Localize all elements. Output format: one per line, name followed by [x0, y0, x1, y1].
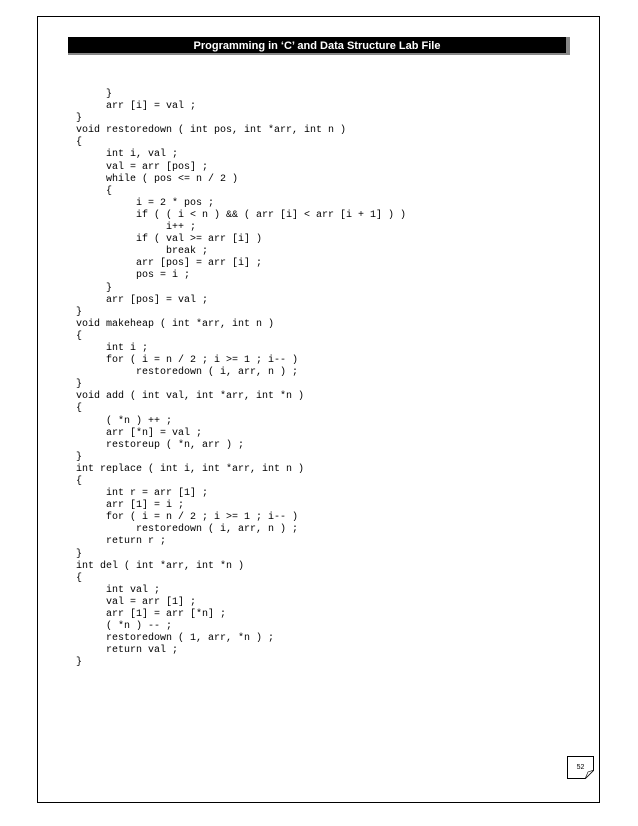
code-line: arr [i] = val ; [76, 101, 197, 113]
code-line: { [76, 137, 83, 149]
code-line: } [76, 379, 83, 391]
code-line: i++ ; [76, 222, 197, 234]
code-line: int del ( int *arr, int *n ) [76, 560, 245, 572]
page-number-box [567, 756, 594, 779]
code-line: arr [1] = arr [*n] ; [76, 609, 227, 621]
code-line: return val ; [76, 645, 179, 657]
code-line: void add ( int val, int *arr, int *n ) [76, 391, 305, 403]
code-line: if ( val >= arr [i] ) [76, 234, 263, 246]
code-line: { [76, 476, 83, 487]
code-line: restoredown ( 1, arr, *n ) ; [76, 633, 275, 645]
code-line: } [76, 451, 83, 463]
code-line: } [76, 89, 113, 100]
code-line: break ; [76, 246, 209, 258]
code-line: { [76, 403, 83, 415]
code-line: int r = arr [1] ; [76, 488, 209, 500]
code-line: return r ; [76, 536, 167, 548]
code-line: } [76, 548, 83, 560]
code-line: } [76, 113, 83, 125]
code-line: restoreup ( *n, arr ) ; [76, 439, 245, 451]
code-line: { [76, 572, 83, 584]
page-number: 52 [576, 764, 585, 771]
code-line: int val ; [76, 584, 161, 596]
code-line: void makeheap ( int *arr, int n ) [76, 318, 275, 330]
code-line: arr [*n] = val ; [76, 427, 203, 439]
code-line: } [76, 282, 113, 294]
code-line: arr [1] = i ; [76, 500, 185, 512]
code-line: i = 2 * pos ; [76, 197, 215, 209]
code-listing [76, 89, 406, 670]
code-line: for ( i = n / 2 ; i >= 1 ; i-- ) [76, 355, 299, 367]
code-line: ( *n ) ++ ; [76, 415, 173, 427]
code-line: val = arr [pos] ; [76, 161, 209, 173]
code-line: { [76, 185, 113, 197]
code-line: arr [pos] = arr [i] ; [76, 258, 263, 270]
code-line: ( *n ) -- ; [76, 621, 173, 633]
code-line: void restoredown ( int pos, int *arr, int n ) [76, 125, 347, 137]
code-line: while ( pos <= n / 2 ) [76, 173, 239, 185]
code-line: for ( i = n / 2 ; i >= 1 ; i-- ) [76, 512, 299, 524]
code-line: restoredown ( i, arr, n ) ; [76, 524, 299, 536]
code-line: } [76, 306, 83, 318]
code-line: int replace ( int i, int *arr, int n ) [76, 463, 305, 475]
page-curl-icon [585, 770, 594, 779]
code-line: if ( ( i < n ) && ( arr [i] < arr [i + 1] ) ) [76, 209, 407, 221]
code-line: int i, val ; [76, 149, 179, 161]
code-line: pos = i ; [76, 270, 191, 282]
code-line: } [76, 657, 83, 669]
code-line: restoredown ( i, arr, n ) ; [76, 367, 299, 379]
code-line: int i ; [76, 342, 149, 354]
code-line: arr [pos] = val ; [76, 294, 209, 306]
document-page [37, 16, 600, 803]
code-line: val = arr [1] ; [76, 596, 197, 608]
page-header-title: Programming in ‘C’ and Data Structure Lab File [68, 37, 570, 55]
code-line: { [76, 330, 83, 342]
